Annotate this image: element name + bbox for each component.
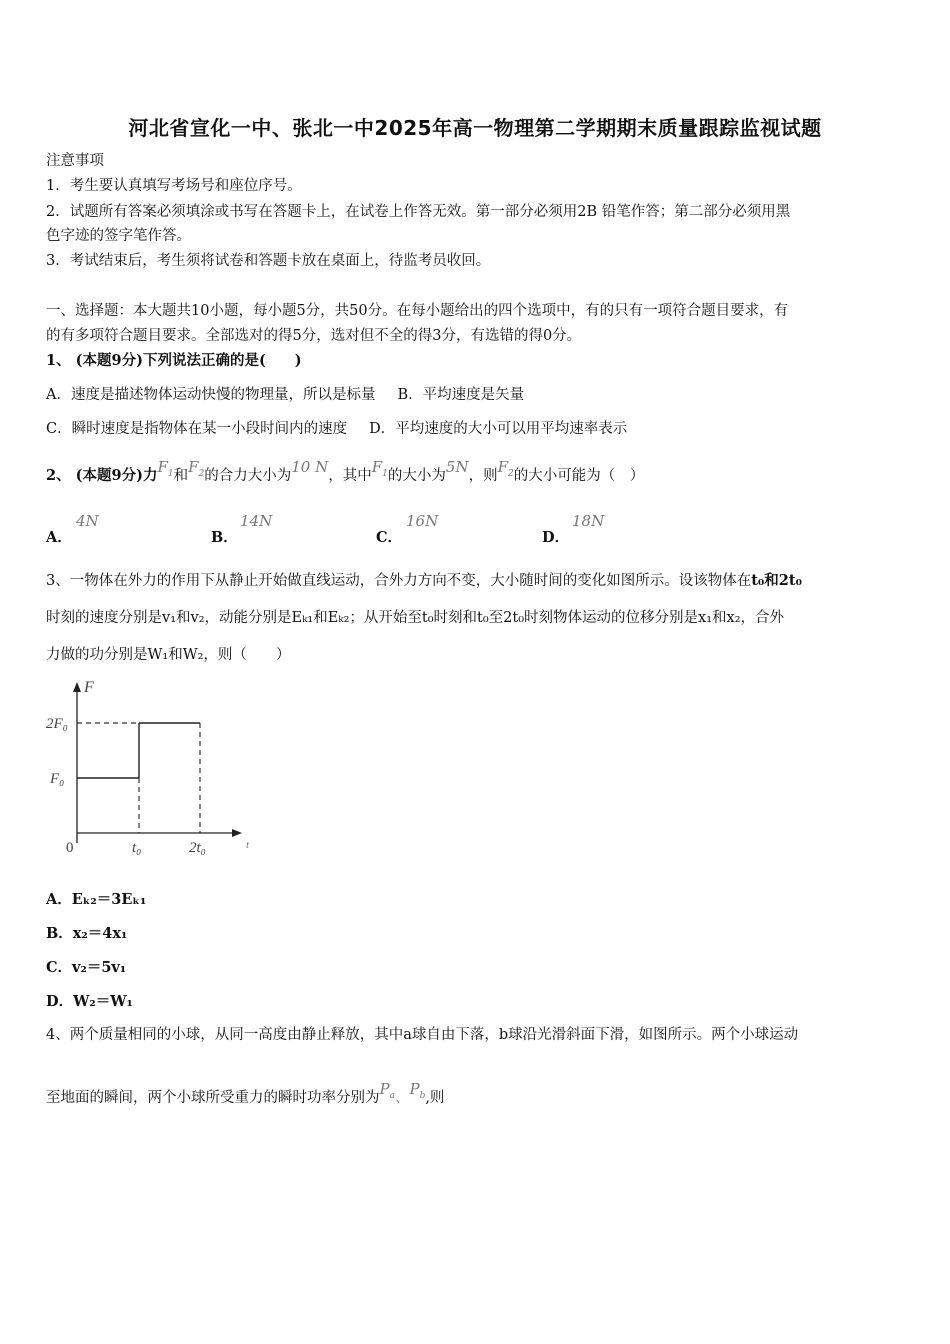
y-axis-label: F bbox=[84, 679, 94, 696]
q3-stem-line2: 时刻的速度分别是v₁和v₂，动能分别是Eₖ₁和Eₖ₂；从开始至t₀时刻和t₀至2t₀时刻物体运动的位移分别是x₁和x₂，合外 bbox=[46, 610, 785, 626]
q1-options-row2 bbox=[46, 418, 906, 440]
section-heading-line1: 一、选择题：本大题共10小题，每小题5分，共50分。在每小题给出的四个选项中，有的只有一项符合题目要求，有 bbox=[46, 303, 789, 319]
q1-option-b: B．平均速度是矢量 bbox=[397, 387, 525, 403]
q2-val1: 10 N bbox=[291, 458, 329, 476]
q3-force-time-graph bbox=[44, 678, 254, 858]
x-tick-0: 0 bbox=[66, 840, 74, 856]
q4-pb: $P_b$ bbox=[409, 1080, 426, 1101]
q1-option-c: C．瞬时速度是指物体在某一小段时间内的速度 bbox=[46, 421, 348, 437]
q2-stem bbox=[46, 458, 906, 493]
notice-item: 2．试题所有答案必须填涂或书写在答题卡上，在试卷上作答无效。第一部分必须用2B 铅笔作答；第二部分必须用黑 bbox=[46, 204, 791, 220]
q2-mid1: 的合力大小为 bbox=[204, 468, 292, 484]
notice-item: 3．考试结束后，考生须将试卷和答题卡放在桌面上，待监考员收回。 bbox=[46, 253, 491, 269]
q3-stem-line3: 力做的功分别是W₁和W₂，则（ ） bbox=[46, 647, 291, 663]
q1-option-a: A．速度是描述物体运动快慢的物理量，所以是标量 bbox=[46, 387, 376, 403]
q1-stem: 1、 (本题9分)下列说法正确的是( ) bbox=[46, 352, 302, 369]
q3-option-a: A．Eₖ₂＝3Eₖ₁ bbox=[46, 891, 147, 908]
q2-options bbox=[46, 510, 906, 550]
q1-options-row1 bbox=[46, 384, 906, 406]
q2-val2: 5N bbox=[445, 458, 469, 476]
q2-mid2: ，其中 bbox=[328, 468, 372, 484]
q4-pa: $P_a$ bbox=[379, 1080, 395, 1101]
q2-option-a-value: 4N bbox=[76, 512, 99, 530]
y-tick-f0: F₀ bbox=[50, 771, 65, 787]
q1-option-d: D．平均速度的大小可以用平均速率表示 bbox=[369, 421, 628, 437]
q2-mid4: ，则 bbox=[468, 468, 498, 484]
q2-f2-again: $F_2$ bbox=[497, 458, 514, 479]
q2-option-b-value: 14N bbox=[240, 512, 273, 530]
y-axis-arrow bbox=[73, 682, 81, 692]
q2-option-d-label: D． bbox=[542, 529, 570, 546]
x-axis-label: t bbox=[246, 839, 250, 851]
q2-option-d-value: 18N bbox=[572, 512, 605, 530]
q3-option-d: D．W₂＝W₁ bbox=[46, 993, 133, 1010]
section-heading-line2: 的有多项符合题目要求。全部选对的得5分，选对但不全的得3分，有选错的得0分。 bbox=[46, 328, 582, 344]
q4-stem-line1: 4、两个质量相同的小球，从同一高度由静止释放，其中a球自由下落，b球沿光滑斜面下滑，如图所示。两个小球运动 bbox=[46, 1027, 799, 1043]
q3-stem-line1: 3、一物体在外力的作用下从静止开始做直线运动，合外力方向不变，大小随时间的变化如图所示。设该物体在t₀和2t₀ bbox=[46, 572, 802, 589]
q2-option-b-label: B． bbox=[211, 529, 238, 546]
q2-option-a-label: A． bbox=[46, 529, 72, 546]
q4-stem-line2: 至地面的瞬间，两个小球所受重力的瞬时功率分别为$P_a$、$P_b$,则 bbox=[46, 1080, 445, 1106]
x-tick-2t0: 2t₀ bbox=[189, 840, 206, 856]
q2-and: 和 bbox=[173, 468, 189, 484]
notice-item: 色字迹的签字笔作答。 bbox=[46, 228, 191, 244]
q2-end: 的大小可能为（ ） bbox=[513, 468, 645, 484]
x-axis-arrow bbox=[232, 829, 242, 837]
q2-f1-again: $F_1$ bbox=[371, 458, 388, 479]
q2-prefix: 2、 (本题9分)力 bbox=[46, 467, 158, 484]
q2-option-c-value: 16N bbox=[406, 512, 439, 530]
q3-option-b: B．x₂＝4x₁ bbox=[46, 925, 128, 942]
notice-heading: 注意事项 bbox=[46, 153, 104, 169]
q2-f2: $F_2$ bbox=[188, 458, 205, 479]
q2-f1: $F_1$ bbox=[157, 458, 174, 479]
q2-option-c-label: C． bbox=[376, 529, 403, 546]
q2-mid3: 的大小为 bbox=[387, 468, 446, 484]
page-title: 河北省宣化一中、张北一中2025年高一物理第二学期期末质量跟踪监视试题 bbox=[128, 116, 822, 140]
y-tick-2f0: 2F₀ bbox=[46, 716, 68, 732]
x-tick-t0: t₀ bbox=[132, 840, 142, 856]
notice-item: 1．考生要认真填写考场号和座位序号。 bbox=[46, 178, 302, 194]
q3-option-c: C．v₂＝5v₁ bbox=[46, 959, 127, 976]
